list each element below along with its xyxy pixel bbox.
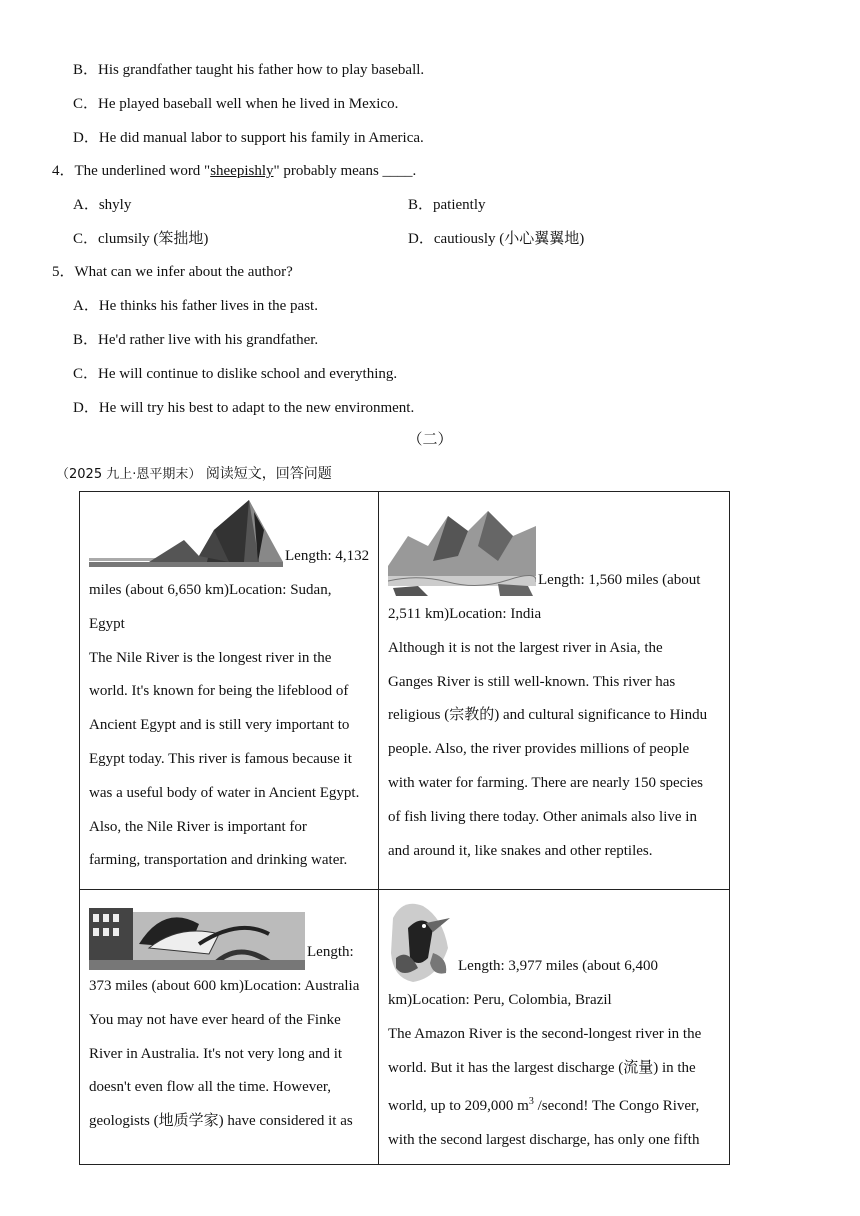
- finke-line-4: geologists (地质学家) have considered it as: [89, 1113, 353, 1130]
- q4-option-c: C．clumsily (笨拙地): [73, 231, 209, 247]
- amazon-line-4: with the second largest discharge, has only one fifth: [388, 1132, 700, 1149]
- ganges-line-5: with water for farming. There are nearly 150 species: [388, 774, 704, 791]
- finke-line-1: You may not have ever heard of the Finke: [89, 1011, 341, 1028]
- ganges-line-2: Ganges River is still well-known. This river has: [388, 673, 676, 690]
- ganges-line-6: of fish living there today. Other animals also live in: [388, 808, 697, 825]
- q4-option-d: D．cautiously (小心翼翼地): [408, 231, 585, 247]
- cell-ganges: [379, 492, 730, 890]
- ganges-line-3: religious (宗教的) and cultural significance to Hindu: [388, 707, 708, 724]
- rivers-table: [79, 491, 730, 1165]
- finke-line-0: 373 miles (about 600 km)Location: Australia: [89, 978, 360, 994]
- q5-option-c: C．He will continue to dislike school and everything.: [73, 366, 398, 382]
- ganges-line-7: and around it, like snakes and other reptiles.: [388, 842, 653, 859]
- finke-line-3: doesn't even flow all the time. However,: [89, 1079, 332, 1096]
- nile-line-7: Also, the Nile River is important for: [89, 818, 307, 835]
- q5-option-a: A．He thinks his father lives in the past.: [73, 298, 318, 314]
- ganges-line-1: Although it is not the largest river in Asia, the: [388, 639, 663, 656]
- nile-line-2: The Nile River is the longest river in the: [89, 649, 332, 666]
- q4-stem: 4．The underlined word "sheepishly" probably means ____.: [52, 163, 417, 179]
- opera-house-illustration: [89, 904, 305, 970]
- amazon-line-0: km)Location: Peru, Colombia, Brazil: [388, 992, 612, 1008]
- pyramids-illustration: [89, 500, 283, 574]
- underlined-word: sheepishly: [210, 163, 274, 179]
- q5-option-b: B．He'd rather live with his grandfather.: [73, 332, 319, 348]
- q3-option-d: D．He did manual labor to support his family in America.: [73, 130, 424, 146]
- source-instruction: 阅读短文，回答问题: [205, 466, 332, 482]
- ganges-line-4: people. Also, the river provides millions of people: [388, 741, 690, 758]
- amazon-line-3: world, up to 209,000 $m^3$ /second! The Congo River,: [388, 1096, 700, 1115]
- section-label: （二）: [407, 432, 453, 448]
- q5-option-d: D．He will try his best to adapt to the new environment.: [73, 400, 415, 416]
- source-tag: （2025 九上·恩平期末）: [56, 467, 202, 482]
- q4-option-b: B．patiently: [408, 197, 486, 213]
- ganges-length-head: Length: 1,560 miles (about: [538, 572, 701, 589]
- toucan-illustration: [388, 898, 456, 984]
- nile-line-0: miles (about 6,650 km)Location: Sudan,: [89, 582, 332, 598]
- q4-option-a: A．shyly: [73, 197, 132, 213]
- nile-line-6: was a useful body of water in Ancient Egypt.: [89, 784, 360, 801]
- q3-option-c: C．He played baseball well when he lived in Mexico.: [73, 96, 399, 112]
- finke-line-2: River in Australia. It's not very long and it: [89, 1045, 343, 1062]
- cell-nile: [80, 492, 379, 890]
- nile-line-5: Egypt today. This river is famous because it: [89, 750, 352, 767]
- nile-line-8: farming, transportation and drinking water.: [89, 852, 348, 869]
- nile-length-head: Length: 4,132: [285, 548, 370, 565]
- source-line: [56, 464, 332, 485]
- nile-line-1: Egypt: [89, 615, 125, 632]
- mountain-river-illustration: [388, 506, 536, 598]
- amazon-line-2: world. But it has the largest discharge (流量) in the: [388, 1059, 696, 1076]
- finke-length-head: Length:: [307, 944, 354, 961]
- q5-stem: 5．What can we infer about the author?: [52, 264, 293, 280]
- amazon-length-head: Length: 3,977 miles (about 6,400: [458, 958, 658, 975]
- nile-line-3: world. It's known for being the lifeblood of: [89, 683, 349, 700]
- nile-line-4: Ancient Egypt and is still very important to: [89, 717, 350, 734]
- cell-finke: [80, 890, 379, 1165]
- q3-option-b: B．His grandfather taught his father how to play baseball.: [73, 62, 425, 78]
- amazon-line-1: The Amazon River is the second-longest river in the: [388, 1025, 702, 1042]
- cell-amazon: [379, 890, 730, 1165]
- ganges-line-0: 2,511 km)Location: India: [388, 606, 542, 622]
